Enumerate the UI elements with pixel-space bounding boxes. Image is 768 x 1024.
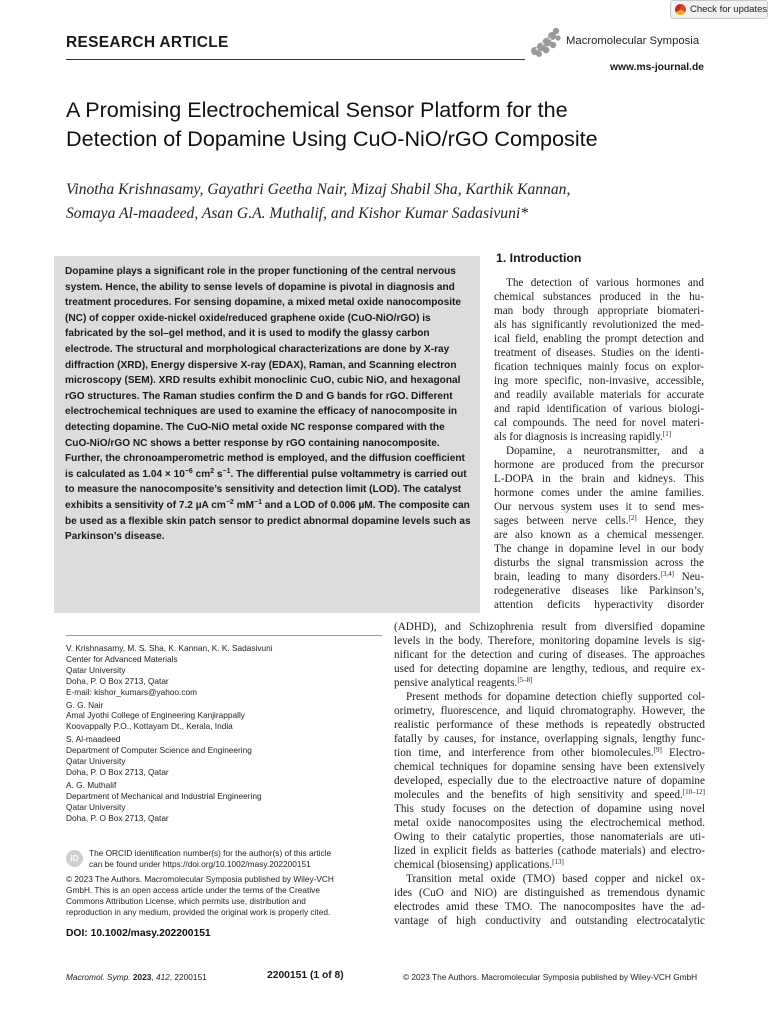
text-line: rodegenerative diseases like Parkinson’s, [494, 585, 704, 597]
affiliation-line: V. Krishnasamy, M. S. Sha, K. Kannan, K. K. Sadasivuni [66, 643, 273, 653]
citation-ref[interactable]: [2] [628, 514, 637, 522]
text-line: nificant for the detection and curing of diseases. The approaches [394, 649, 705, 661]
text-line: chemical techniques for dopamine sensing have been extensively [394, 761, 705, 773]
text-line: molecules and the benefits of high sensitivity and speed.[10–12] [394, 788, 705, 801]
text-line: Present methods for dopamine detection chiefly supported col- [406, 691, 705, 703]
text-line: developed, especially due to the electroactive nature of dopamine [394, 775, 705, 787]
copyright-line: reproduction in any medium, provided the original work is properly cited. [66, 906, 331, 917]
text-line: fication techniques mainly focus on explor- [494, 361, 704, 373]
text-line: chemical substances produced in the hu- [494, 291, 704, 303]
check-for-updates-button[interactable] [670, 0, 768, 19]
abstract-paragraph: Dopamine plays a significant role in the proper functioning of the central nervous system. Hence, the ability to sense levels of dopamine is pivotal in diagnosis and treatment procedures. For sensing dopamine, a mixed metal oxide nanocomposite (NC) of copper oxide-nickel oxide/reduced graphene oxide (CuO-NiO/rGO) is fabricated by the sol–gel method, and it is used to modify the glassy carbon electrode. The structural and morphological characterizations are done by X-ray diffraction (XRD), Energy dispersive X-ray (EDAX), Raman, and Scanning electron microscopy (SEM). XRD results exhibit monoclinic CuO, cubic NiO, and hexagonal rGO structures. The Raman studies confirm the D and G bands for rGO. Different electrochemical techniques are used to examine the efficacy of nanocomposite in detecting dopamine. The CuO-NiO metal oxide NC response compared with the CuO-NiO/rGO NC shows a better response by rGO containing nanocomposite. [65, 266, 461, 449]
journal-logo-icon [527, 25, 563, 59]
author-line: Somaya Al-maadeed, Asan G.A. Muthalif, and Kishor Kumar Sadasivuni* [66, 205, 529, 222]
text-line: ing more specific, non-invasive, accessible, [494, 375, 704, 387]
text-line: cal compounds. The need for novel materi- [494, 417, 704, 429]
text-line: als has significantly revolutionized the med- [494, 319, 704, 331]
abstract-paragraph: Further, the chronoamperometric method is employed, and the diffusion coefficient is calculated as $1.04 \times 10^{-6}$ $cm^2$ $s^{-1}$. The differential pulse voltammetry is carried out to measure the nanocomposite’s sensitivity and detection limit (LOD). The catalyst exhibits a sensitivity of 7.2 µA $cm^{-2}$ $mM^{-1}$ and a LOD of 0.006 µM. The composite can be used as a flexible skin patch sensor to predict abnormal dopamine levels such as Parkinson’s disease. [65, 453, 471, 543]
copyright-note [66, 874, 382, 918]
journal-url[interactable]: www.ms-journal.de [610, 62, 705, 73]
text-line: orimetry, fluorescence, and liquid chromatography. However, the [394, 705, 705, 717]
text-line: Transition metal oxide (TMO) based copper and nickel ox- [406, 873, 705, 885]
citation-ref[interactable]: [5–8] [517, 676, 533, 684]
affiliation-line: E-mail: kishor_kumars@yahoo.com [66, 686, 198, 697]
text-line: tion time, and interference from other biomolecules.[9] Electro- [394, 746, 705, 759]
affiliation-block [66, 700, 386, 733]
header-rule [66, 59, 525, 60]
affiliation-line: Department of Mechanical and Industrial Engineering [66, 790, 262, 801]
footer-page-number: 2200151 (1 of 8) [267, 970, 344, 981]
text-line: vantage of high conductivity and outstanding electrocatalytic [394, 915, 705, 927]
text-line: are also known as a chemical messenger. [494, 529, 704, 541]
text-line: This study focuses on the detection of dopamine using novel [394, 803, 705, 815]
affiliation-line: S. Al-maadeed [66, 734, 121, 745]
text-line: Owing to their catalytic properties, those nanomaterials are uti- [394, 831, 705, 843]
copyright-line: Commons Attribution License, which permits use, distribution and [66, 895, 306, 906]
text-line: (ADHD), and Schizophrenia result from diversified dopamine [394, 621, 705, 633]
affiliation-block [66, 780, 386, 824]
affiliation-line: Amal Jyothi College of Engineering Kanjirappally [66, 710, 245, 721]
text-line: ides (CuO and NiO) are distinguished as tremendous dynamic [394, 887, 705, 899]
text-line: attention deficits hyperactivity disorder [494, 599, 704, 611]
title-line: Detection of Dopamine Using CuO-NiO/rGO Composite [66, 126, 598, 151]
author-list [66, 178, 706, 226]
text-line: disturbs the signal transmission across the [494, 557, 704, 569]
affiliation-line: Qatar University [66, 801, 126, 812]
intro-column-full [394, 620, 705, 928]
affiliation-line: Doha, P. O Box 2713, Qatar [66, 675, 169, 686]
text-line: hormone are produced from the precursor [494, 459, 704, 471]
text-line: fatally by causes, for instance, overlapping signals, lengthy func- [394, 733, 705, 745]
text-line: als for diagnosis is increasing rapidly.[1] [494, 430, 672, 443]
article-title [66, 95, 716, 153]
title-line: A Promising Electrochemical Sensor Platform for the [66, 97, 568, 122]
affiliation-line: G. G. Nair [66, 699, 104, 710]
text-line: realistic performance of these methods is repeatedly obstructed [394, 719, 705, 731]
text-line: brain, leading to many disorders.[3,4] Neu- [494, 570, 704, 583]
affiliation-line: Doha, P. O Box 2713, Qatar [66, 812, 169, 823]
affiliation-line: Qatar University [66, 756, 126, 767]
text-line: levels in the body. Therefore, monitoring dopamine levels is sig- [394, 635, 705, 647]
text-line: pensive analytical reagents.[5–8] [394, 676, 533, 689]
copyright-line: © 2023 The Authors. Macromolecular Symposia published by Wiley-VCH [66, 874, 334, 884]
abstract-box [54, 256, 480, 613]
author-line: Vinotha Krishnasamy, Gayathri Geetha Nair, Mizaj Shabil Sha, Karthik Kannan, [66, 181, 571, 198]
citation-ref[interactable]: [10–12] [682, 788, 705, 796]
text-line: used for detecting dopamine are lengthy, tedious, and require ex- [394, 663, 705, 675]
text-line: The detection of various hormones and [506, 277, 704, 289]
text-line: L-DOPA in the brain and kidneys. This [494, 473, 704, 485]
footer-copyright: © 2023 The Authors. Macromolecular Symposia published by Wiley-VCH GmbH [403, 972, 698, 982]
affiliation-rule [66, 635, 382, 636]
affiliations [66, 643, 386, 826]
text-line: lized in explicit fields as batteries (cathode materials) and electro- [394, 845, 705, 857]
citation-ref[interactable]: [1] [662, 430, 672, 438]
affiliation-line: Department of Computer Science and Engineering [66, 745, 252, 756]
orcid-link[interactable]: can be found under https://doi.org/10.1002/masy.202200151 [89, 858, 311, 869]
doi-link[interactable]: DOI: 10.1002/masy.202200151 [66, 928, 211, 939]
crossmark-icon [675, 4, 686, 15]
section-heading: 1. Introduction [496, 251, 582, 265]
citation-ref[interactable]: [13] [552, 858, 564, 866]
text-line: and readily available materials for accurate [494, 389, 704, 401]
affiliation-line: Doha, P. O Box 2713, Qatar [66, 766, 169, 777]
affiliation-line: Koovappally P.O., Kottayam Dt., Kerala, India [66, 721, 233, 732]
text-line: chemical (biosensing) applications.[13] [394, 858, 564, 871]
citation-ref[interactable]: [9] [653, 746, 662, 754]
citation-ref[interactable]: [3,4] [660, 570, 674, 578]
affiliation-line: A. G. Muthalif [66, 779, 117, 790]
affiliation-block [66, 643, 386, 698]
copyright-line: GmbH. This is an open access article under the terms of the Creative [66, 884, 320, 895]
orcid-note [89, 848, 381, 870]
journal-name: Macromolecular Symposia [566, 35, 700, 47]
text-line: hormone comes under the amine families. [494, 487, 704, 499]
orcid-icon: iD [66, 850, 83, 867]
article-type-label: RESEARCH ARTICLE [66, 34, 229, 51]
text-line: electrodes amid these TMO. The nanocomposites have the ad- [394, 901, 705, 913]
check-for-updates-label: Check for updates [690, 4, 768, 15]
affiliation-line: Center for Advanced Materials [66, 653, 178, 664]
orcid-line: The ORCID identification number(s) for the author(s) of this article [89, 848, 332, 858]
text-line: Dopamine, a neurotransmitter, and a [506, 445, 704, 457]
text-line: man body through appropriate biomateri- [494, 305, 704, 317]
text-line: metal oxide nanocomposites using the electrochemical method. [394, 817, 705, 829]
affiliation-block [66, 734, 386, 778]
text-line: The change in dopamine level in our body [494, 543, 704, 555]
text-line: treatment of diseases. Studies on the identi- [494, 347, 704, 359]
text-line: Our nervous system uses it to send mes- [494, 501, 704, 513]
affiliation-line: Qatar University [66, 664, 126, 675]
text-line: ical field, enabling the prompt detection and [494, 333, 704, 345]
footer-citation: Macromol. Symp. 2023, 412, 2200151 [66, 972, 207, 982]
intro-column-right [494, 276, 704, 612]
text-line: sages between nerve cells.[2] Hence, they [494, 514, 704, 527]
text-line: and rapid identification of various biologi- [494, 403, 704, 415]
